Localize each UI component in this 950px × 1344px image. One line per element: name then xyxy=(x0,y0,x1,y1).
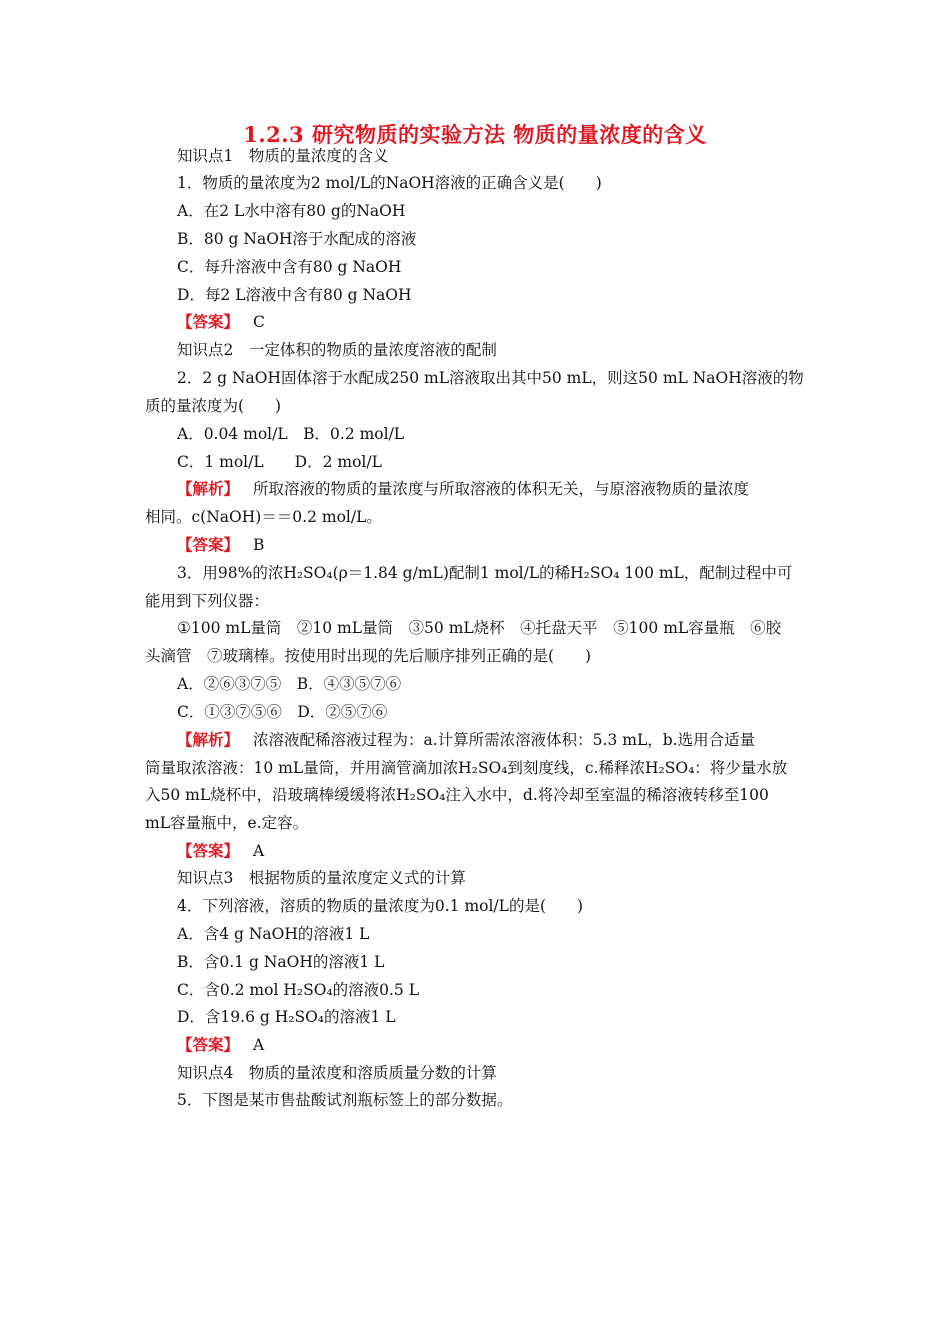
analysis-continued: mL容量瓶中，e.定容。 xyxy=(145,814,309,832)
answer-label: 【答案】 xyxy=(177,535,240,554)
option-line: C．①③⑦⑤⑥ D．②⑤⑦⑥ xyxy=(177,703,388,721)
answer-value: A xyxy=(253,842,265,860)
option-line: C．每升溶液中含有80 g NaOH xyxy=(177,258,402,276)
analysis-line xyxy=(177,478,749,500)
analysis-line xyxy=(177,729,755,751)
option-line: D．每2 L溶液中含有80 g NaOH xyxy=(177,286,412,304)
analysis-text: 所取溶液的物质的量浓度与所取溶液的体积无关，与原溶液物质的量浓度 xyxy=(253,480,750,498)
answer-value: A xyxy=(253,1036,265,1054)
page-title: 1.2.3 研究物质的实验方法 物质的量浓度的含义 xyxy=(243,122,707,147)
answer-line xyxy=(177,311,265,333)
option-line: A．0.04 mol/L B．0.2 mol/L xyxy=(177,425,405,443)
answer-value: C xyxy=(253,313,265,331)
instrument-list: ①100 mL量筒 ②10 mL量筒 ③50 mL烧杯 ④托盘天平 ⑤100 mL容量瓶 ⑥胶 xyxy=(177,619,782,637)
question-2-continued: 质的量浓度为( ) xyxy=(145,397,282,415)
analysis-label: 【解析】 xyxy=(177,730,240,749)
option-line: B．含0.1 g NaOH的溶液1 L xyxy=(177,953,385,971)
answer-line xyxy=(177,1034,264,1056)
analysis-label: 【解析】 xyxy=(177,479,240,498)
analysis-continued: 筒量取浓溶液：10 mL量筒，并用滴管滴加浓H₂SO₄到刻度线，c.稀释浓H₂SO₄：将少量水放 xyxy=(145,759,788,777)
answer-label: 【答案】 xyxy=(177,841,240,860)
answer-line xyxy=(177,840,264,862)
answer-value: B xyxy=(253,536,265,554)
option-line: A．含4 g NaOH的溶液1 L xyxy=(177,925,370,943)
option-line: D．含19.6 g H₂SO₄的溶液1 L xyxy=(177,1008,396,1026)
answer-label: 【答案】 xyxy=(177,1035,240,1054)
analysis-continued: 入50 mL烧杯中，沿玻璃棒缓缓将浓H₂SO₄注入水中，d.将冷却至室温的稀溶液转移至100 xyxy=(145,786,769,804)
option-line: A．在2 L水中溶有80 g的NaOH xyxy=(177,202,406,220)
knowledge-point-heading: 知识点4 物质的量浓度和溶质质量分数的计算 xyxy=(177,1064,497,1082)
analysis-text: 浓溶液配稀溶液过程为：a.计算所需浓溶液体积：5.3 mL，b.选用合适量 xyxy=(253,731,756,749)
knowledge-point-heading: 知识点1 物质的量浓度的含义 xyxy=(177,147,389,165)
answer-line xyxy=(177,534,264,556)
option-line: B．80 g NaOH溶于水配成的溶液 xyxy=(177,230,417,248)
question-4: 4．下列溶液，溶质的物质的量浓度为0.1 mol/L的是( ) xyxy=(177,897,584,915)
knowledge-point-heading: 知识点3 根据物质的量浓度定义式的计算 xyxy=(177,869,466,887)
knowledge-point-heading: 知识点2 一定体积的物质的量浓度溶液的配制 xyxy=(177,341,497,359)
option-line: C．含0.2 mol H₂SO₄的溶液0.5 L xyxy=(177,981,419,999)
question-1: 1．物质的量浓度为2 mol/L的NaOH溶液的正确含义是( ) xyxy=(177,174,602,192)
answer-label: 【答案】 xyxy=(177,312,240,331)
question-3: 3．用98%的浓H₂SO₄(ρ＝1.84 g/mL)配制1 mol/L的稀H₂SO₄ 100 mL，配制过程中可 xyxy=(177,564,793,582)
analysis-continued: 相同。c(NaOH)＝＝0.2 mol/L。 xyxy=(145,508,382,526)
option-line: C．1 mol/L D．2 mol/L xyxy=(177,453,382,471)
question-2: 2．2 g NaOH固体溶于水配成250 mL溶液取出其中50 mL，则这50 mL NaOH溶液的物 xyxy=(177,369,804,387)
question-3-continued: 能用到下列仪器： xyxy=(145,592,270,610)
instrument-list-continued: 头滴管 ⑦玻璃棒。按使用时出现的先后顺序排列正确的是( ) xyxy=(145,647,592,665)
question-5: 5．下图是某市售盐酸试剂瓶标签上的部分数据。 xyxy=(177,1091,513,1109)
option-line: A．②⑥③⑦⑤ B．④③⑤⑦⑥ xyxy=(177,675,402,693)
